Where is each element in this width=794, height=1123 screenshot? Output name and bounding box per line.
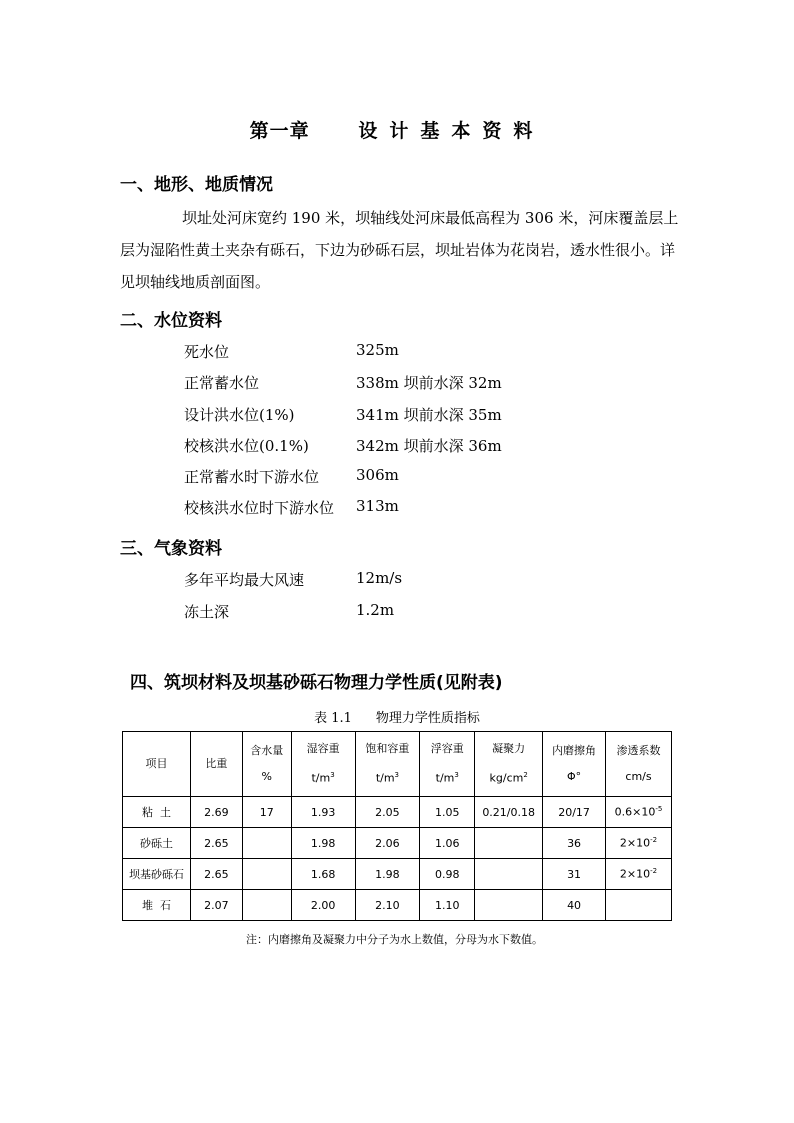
- column-header: [420, 732, 475, 797]
- permeability-mantissa: 2×10: [619, 836, 651, 850]
- column-header: [291, 732, 355, 797]
- permeability-exponent: -2: [650, 867, 658, 876]
- material-properties-table: [122, 731, 672, 921]
- permeability-exponent: -5: [655, 805, 663, 814]
- cell-cohesion: [475, 859, 543, 890]
- column-unit: t/m: [375, 771, 395, 785]
- cell-permeability: [606, 859, 672, 890]
- cell-item: 粘 土: [123, 797, 191, 828]
- cell-buoyant-density: 1.06: [420, 828, 475, 859]
- column-unit: t/m: [311, 771, 331, 785]
- cell-friction-angle: 31: [543, 859, 606, 890]
- cell-specific-gravity: 2.65: [190, 859, 242, 890]
- table-caption: [0, 707, 794, 726]
- table-row: [123, 797, 672, 828]
- table-row: [123, 890, 672, 921]
- water-level-value: 338m 坝前水深 32m: [356, 374, 502, 392]
- cell-buoyant-density: 0.98: [420, 859, 475, 890]
- water-level-label: 死水位: [184, 343, 230, 361]
- permeability-mantissa: 0.6×10: [614, 805, 656, 819]
- cell-permeability: [606, 828, 672, 859]
- cell-buoyant-density: 1.10: [420, 890, 475, 921]
- cell-water-content: [242, 859, 291, 890]
- cell-water-content: 17: [242, 797, 291, 828]
- water-level-value: 313m: [356, 497, 399, 515]
- cell-buoyant-density: 1.05: [420, 797, 475, 828]
- column-unit: kg/cm: [489, 771, 524, 785]
- water-level-label: 正常蓄水位: [184, 374, 260, 392]
- cell-item: 坝基砂砾石: [123, 859, 191, 890]
- cell-saturated-density: 2.06: [355, 828, 420, 859]
- cell-water-content: [242, 828, 291, 859]
- column-header: [242, 732, 291, 797]
- column-header: [543, 732, 606, 797]
- cell-wet-density: 2.00: [291, 890, 355, 921]
- column-header: [606, 732, 672, 797]
- column-name: 含水量: [250, 744, 284, 757]
- water-level-label: 校核洪水位时下游水位: [184, 499, 335, 517]
- column-name: 项目: [145, 757, 168, 770]
- section-heading-terrain: 一、地形、地质情况: [120, 175, 273, 195]
- climate-label: 多年平均最大风速: [184, 571, 305, 589]
- cell-permeability: [606, 797, 672, 828]
- unit-exponent: 3: [454, 771, 459, 780]
- table-caption-number: 表 1.1: [314, 711, 352, 726]
- chapter-number: 第一章: [249, 120, 310, 142]
- cell-cohesion: [475, 890, 543, 921]
- column-name: 饱和容重: [365, 742, 410, 756]
- chapter-title: [0, 116, 794, 143]
- cell-saturated-density: 2.05: [355, 797, 420, 828]
- cell-specific-gravity: 2.65: [190, 828, 242, 859]
- table-header-row: [123, 732, 672, 797]
- climate-label: 冻土深: [184, 603, 230, 621]
- table-caption-title: 物理力学性质指标: [375, 711, 480, 726]
- table-row: [123, 859, 672, 890]
- cell-wet-density: 1.98: [291, 828, 355, 859]
- water-level-label: 设计洪水位(1%): [184, 406, 295, 424]
- column-unit: t/m: [435, 771, 455, 785]
- water-level-label: 正常蓄水时下游水位: [184, 468, 320, 486]
- cell-saturated-density: 1.98: [355, 859, 420, 890]
- cell-saturated-density: 2.10: [355, 890, 420, 921]
- cell-specific-gravity: 2.07: [190, 890, 242, 921]
- unit-exponent: 3: [330, 771, 335, 780]
- water-level-label: 校核洪水位(0.1%): [184, 437, 309, 455]
- column-unit: cm/s: [625, 770, 652, 783]
- cell-item: 砂砾土: [123, 828, 191, 859]
- cell-wet-density: 1.93: [291, 797, 355, 828]
- cell-water-content: [242, 890, 291, 921]
- unit-exponent: 3: [394, 771, 400, 780]
- water-level-value: 306m: [356, 466, 399, 484]
- column-name: 凝聚力: [492, 742, 526, 756]
- column-name: 浮容重: [430, 742, 464, 756]
- column-name: 内磨擦角: [552, 744, 597, 757]
- water-level-value: 341m 坝前水深 35m: [356, 406, 502, 424]
- chapter-name: 设计基本资料: [358, 120, 545, 142]
- water-level-value: 325m: [356, 341, 399, 359]
- section-heading-climate: 三、气象资料: [120, 539, 222, 559]
- column-unit: %: [261, 770, 272, 783]
- column-name: 比重: [205, 757, 228, 770]
- cell-friction-angle: 36: [543, 828, 606, 859]
- column-header: [123, 732, 191, 797]
- unit-exponent: 2: [523, 771, 528, 780]
- cell-friction-angle: 40: [543, 890, 606, 921]
- permeability-exponent: -2: [650, 836, 658, 845]
- cell-cohesion: 0.21/0.18: [475, 797, 543, 828]
- climate-value: 1.2m: [356, 601, 395, 619]
- cell-item: 堆 石: [123, 890, 191, 921]
- section-heading-materials: 四、筑坝材料及坝基砂砾石物理力学性质(见附表): [130, 673, 503, 693]
- cell-cohesion: [475, 828, 543, 859]
- table-note: 注：内磨擦角及凝聚力中分子为水上数值，分母为水下数值。: [246, 933, 543, 946]
- permeability-mantissa: 2×10: [619, 867, 651, 881]
- cell-specific-gravity: 2.69: [190, 797, 242, 828]
- column-unit: Φ°: [566, 770, 582, 783]
- column-header: [475, 732, 543, 797]
- section-heading-water-level: 二、水位资料: [120, 311, 222, 331]
- cell-wet-density: 1.68: [291, 859, 355, 890]
- table-row: [123, 828, 672, 859]
- cell-permeability: [606, 890, 672, 921]
- climate-value: 12m/s: [356, 569, 403, 587]
- water-level-value: 342m 坝前水深 36m: [356, 437, 502, 455]
- terrain-paragraph: 坝址处河床宽约 190 米，坝轴线处河床最低高程为 306 米，河床覆盖层上层为湿陷性黄土夹杂有砾石，下边为砂砾石层，坝址岩体为花岗岩，透水性很小。详见坝轴线地质剖面图。: [120, 209, 679, 291]
- cell-friction-angle: 20/17: [543, 797, 606, 828]
- column-name: 湿容重: [306, 742, 340, 756]
- column-header: [355, 732, 420, 797]
- column-name: 渗透系数: [616, 744, 661, 757]
- column-header: [190, 732, 242, 797]
